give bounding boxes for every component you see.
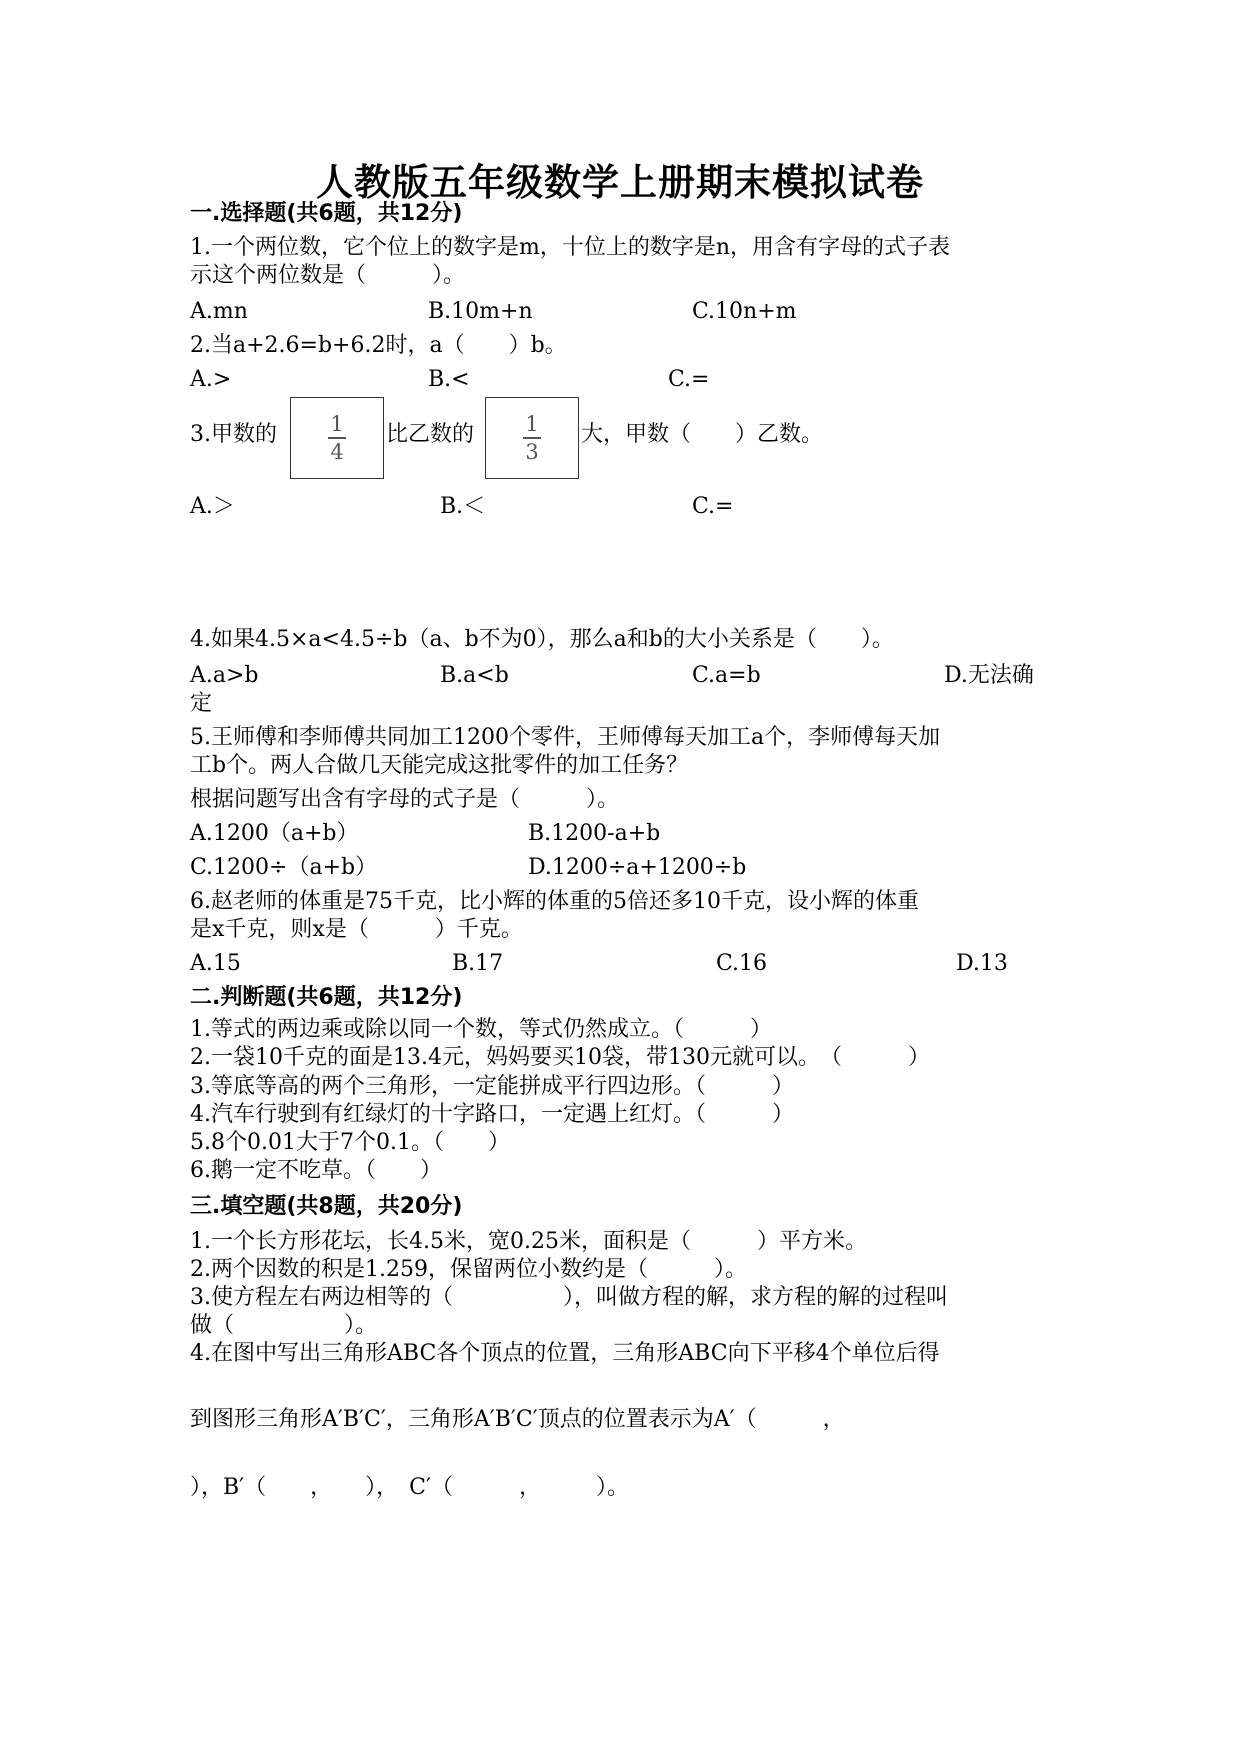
option-d: D.13	[956, 951, 1008, 976]
list-item: 3.使方程左右两边相等的（ ），叫做方程的解，求方程的解的过程叫	[190, 1285, 948, 1310]
question-text: 大，甲数（ ）乙数。	[581, 422, 824, 447]
option-b: B.10m+n	[428, 299, 533, 324]
option-a: A.1200（a+b）	[190, 821, 359, 846]
option-b: B.<	[428, 367, 470, 392]
question-text: 2.当a+2.6=b+6.2时，a（ ）b。	[190, 333, 567, 358]
option-d: D.无法确	[944, 663, 1034, 688]
question-text: 6.赵老师的体重是75千克，比小辉的体重的5倍还多10千克，设小辉的体重	[190, 889, 919, 914]
option-c: C.a=b	[692, 663, 761, 688]
option-a: A.a>b	[190, 663, 259, 688]
list-item: 4.在图中写出三角形ABC各个顶点的位置，三角形ABC向下平移4个单位后得	[190, 1341, 940, 1366]
list-item: 做（ ）。	[190, 1313, 378, 1338]
question-text: 比乙数的	[386, 422, 475, 447]
list-item: ），B′（ ， ）， C′（ ， ）。	[190, 1475, 629, 1500]
option-d-continued: 定	[190, 691, 213, 716]
fraction-denominator: 4	[330, 439, 344, 464]
option-c: C.16	[716, 951, 768, 976]
option-c: C.1200÷（a+b）	[190, 855, 378, 880]
fraction-numerator: 1	[330, 412, 344, 436]
list-item: 到图形三角形A′B′C′，三角形A′B′C′顶点的位置表示为A′（ ，	[190, 1407, 845, 1432]
list-item: 1.等式的两边乘或除以同一个数，等式仍然成立。（ ）	[190, 1017, 772, 1042]
option-a: A.15	[190, 951, 241, 976]
list-item: 2.一袋10千克的面是13.4元，妈妈要买10袋，带130元就可以。 （ ）	[190, 1045, 930, 1070]
list-item: 5.8个0.01大于7个0.1。（ ）	[190, 1130, 510, 1155]
question-text: 5.王师傅和李师傅共同加工1200个零件，王师傅每天加工a个，李师傅每天加	[190, 725, 941, 750]
fraction-numerator: 1	[525, 412, 539, 436]
list-item: 6.鹅一定不吃草。（ ）	[190, 1158, 442, 1183]
option-a: A.＞	[190, 494, 235, 519]
option-b: B.1200-a+b	[528, 821, 661, 846]
option-c: C.=	[668, 367, 710, 392]
section-heading-fill-blank: 三.填空题(共8题，共20分)	[190, 1194, 463, 1219]
list-item: 4.汽车行驶到有红绿灯的十字路口，一定遇上红灯。（ ）	[190, 1102, 794, 1127]
list-item: 3.等底等高的两个三角形，一定能拼成平行四边形。（ ）	[190, 1074, 794, 1099]
option-b: B.17	[452, 951, 504, 976]
fraction-image	[290, 397, 384, 479]
question-text: 示这个两位数是（ ）。	[190, 263, 466, 288]
option-a: A.mn	[190, 299, 248, 324]
page-title: 人教版五年级数学上册期末模拟试卷	[316, 161, 924, 204]
question-text: 1.一个两位数，它个位上的数字是m，十位上的数字是n，用含有字母的式子表	[190, 235, 951, 260]
option-c: C.10n+m	[692, 299, 797, 324]
question-text: 根据问题写出含有字母的式子是（ ）。	[190, 787, 620, 812]
question-text: 4.如果4.5×a<4.5÷b（a、b不为0），那么a和b的大小关系是（ ）。	[190, 627, 894, 652]
option-c: C.=	[692, 494, 734, 519]
section-heading-judgement: 二.判断题(共6题，共12分)	[190, 985, 463, 1010]
option-b: B.＜	[440, 494, 486, 519]
option-a: A.>	[190, 367, 232, 392]
list-item: 2.两个因数的积是1.259，保留两位小数约是（ ）。	[190, 1257, 747, 1282]
question-text: 3.甲数的	[190, 422, 277, 447]
question-text: 工b个。两人合做几天能完成这批零件的加工任务？	[190, 753, 689, 778]
option-b: B.a<b	[440, 663, 509, 688]
option-d: D.1200÷a+1200÷b	[528, 855, 747, 880]
question-text: 是x千克，则x是（ ）千克。	[190, 917, 523, 942]
fraction-denominator: 3	[525, 439, 539, 464]
list-item: 1.一个长方形花坛，长4.5米，宽0.25米，面积是（ ）平方米。	[190, 1229, 867, 1254]
section-heading-choice: 一.选择题(共6题，共12分)	[190, 201, 463, 226]
fraction-image	[485, 397, 579, 479]
